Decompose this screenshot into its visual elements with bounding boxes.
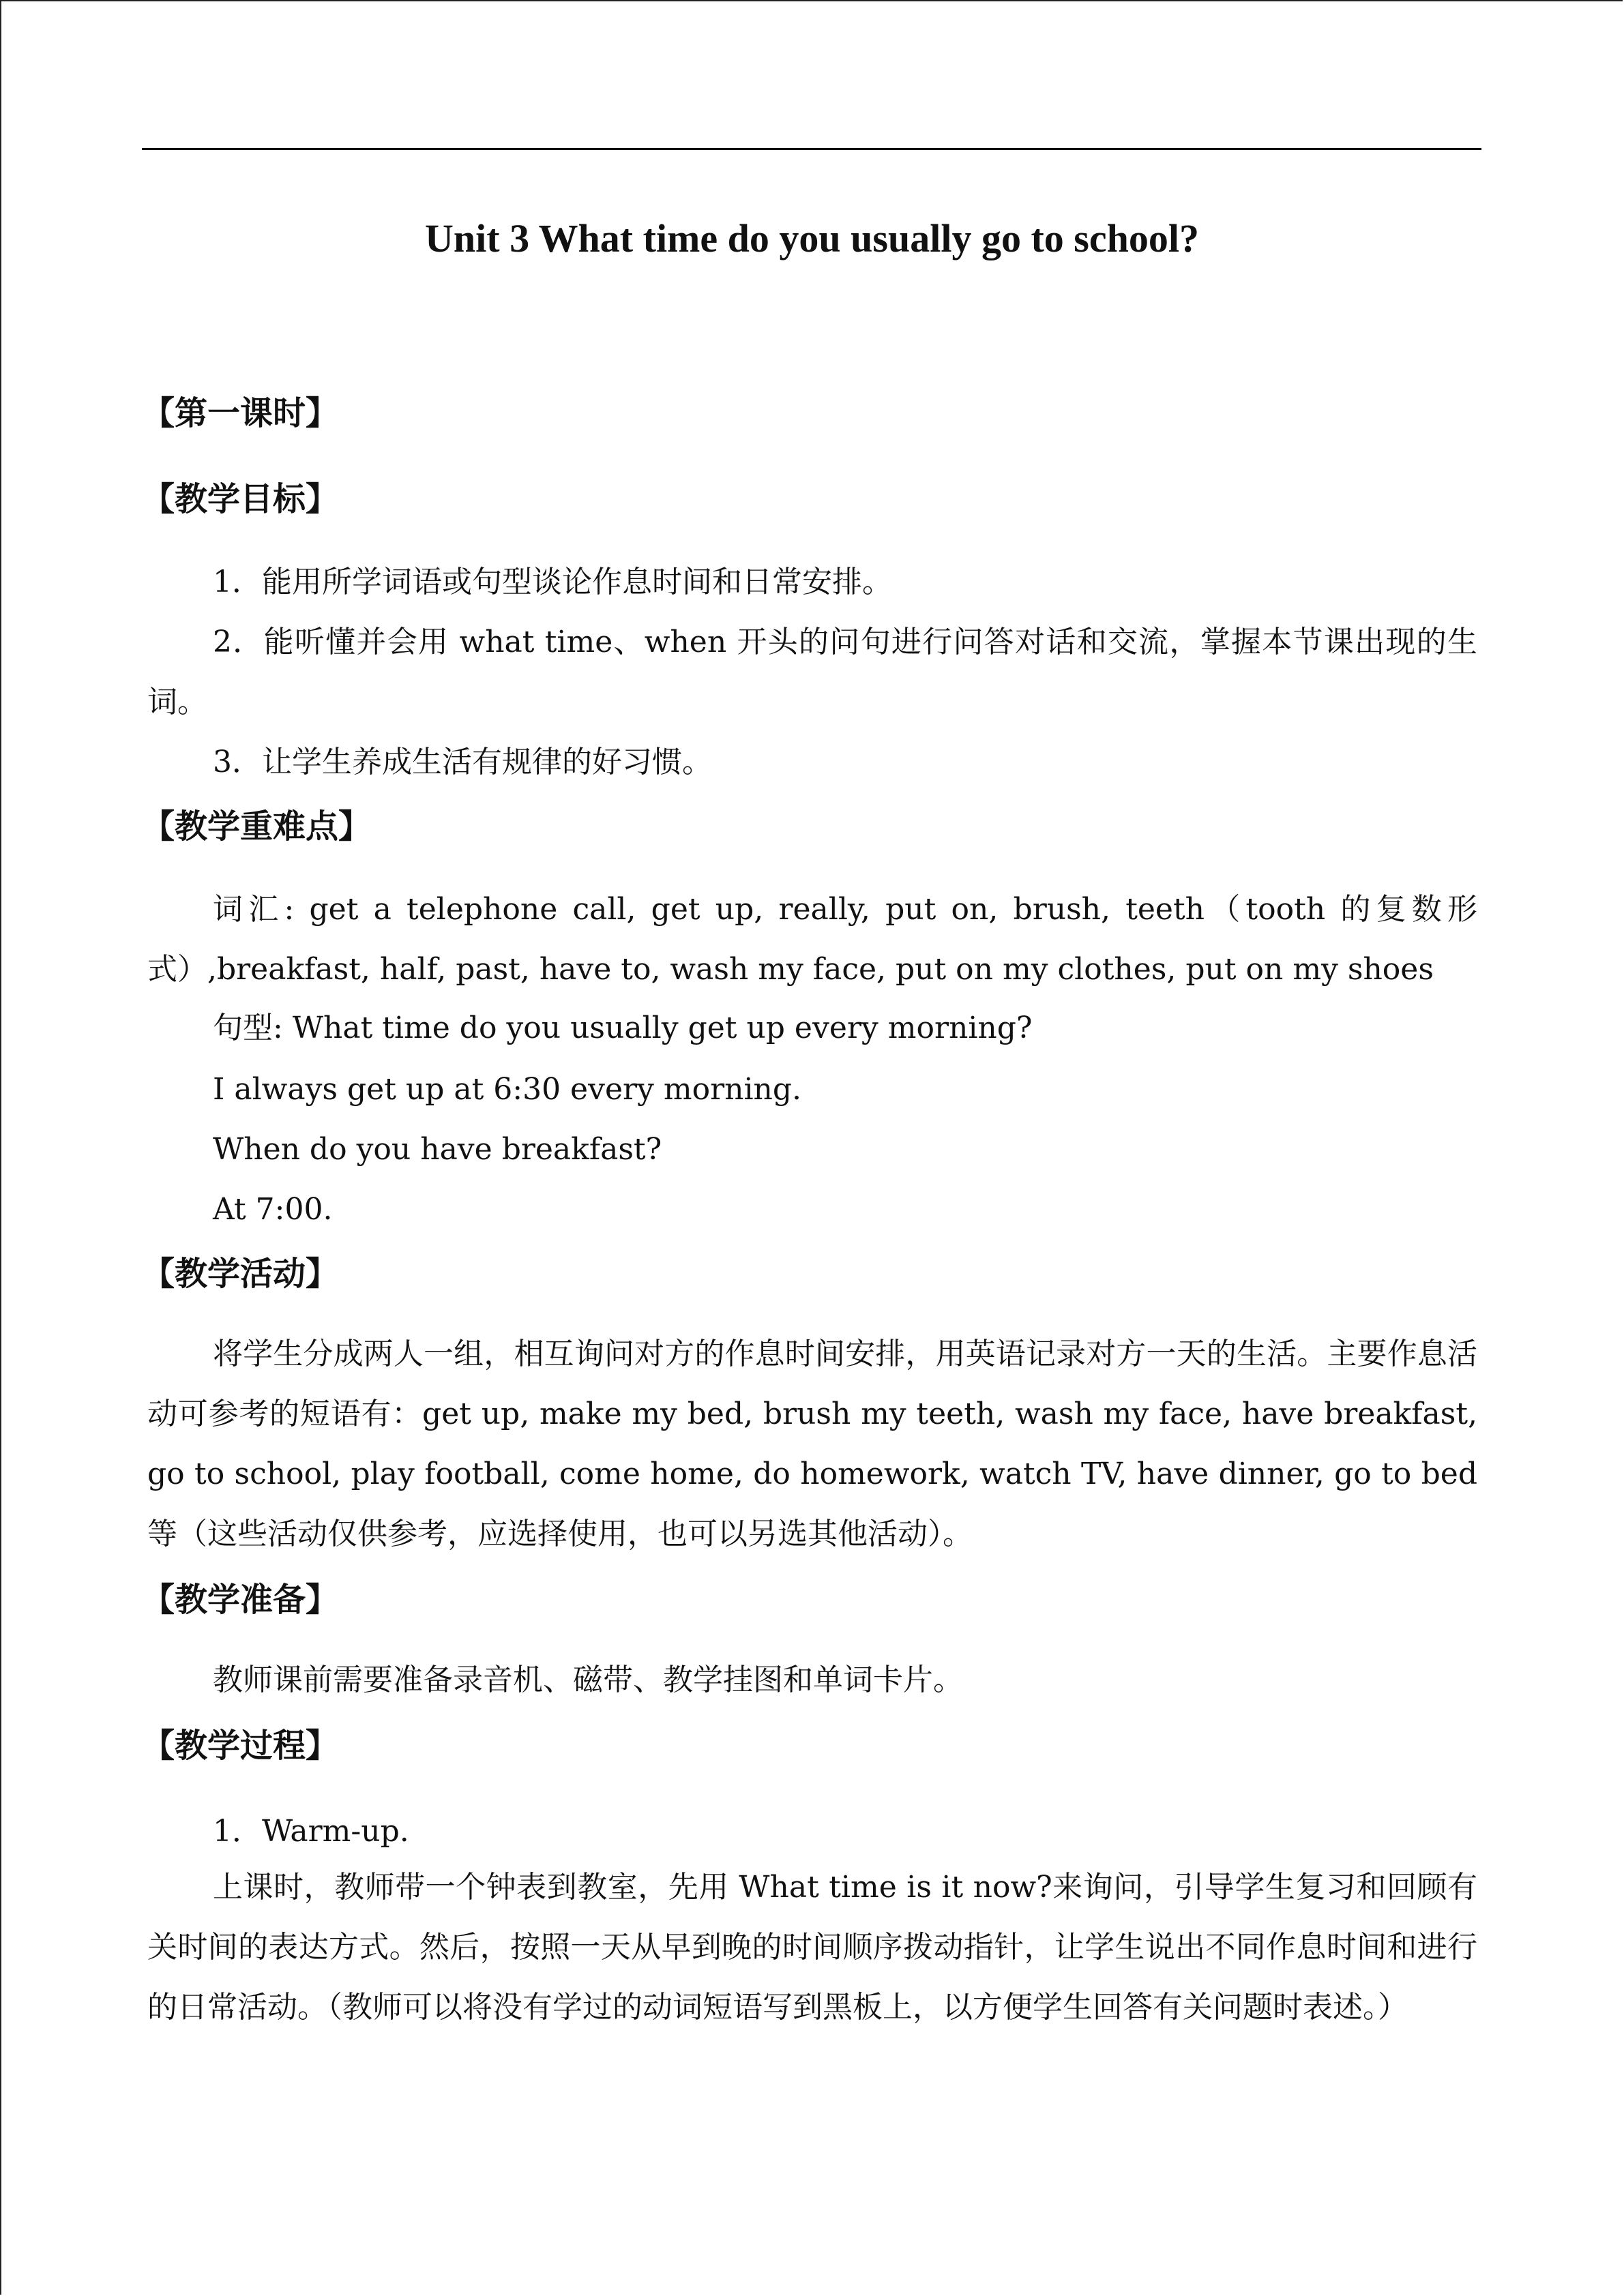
sentence-pattern-line-1: 句型: What time do you usually get up every morning? — [213, 1011, 1033, 1045]
preparation-heading: 【教学准备】 — [142, 1581, 339, 1619]
objectives-heading: 【教学目标】 — [142, 480, 339, 518]
header-rule — [142, 148, 1481, 150]
objective-item-3: 3．让学生养成生活有规律的好习惯。 — [213, 745, 712, 779]
key-points-heading: 【教学重难点】 — [142, 807, 372, 846]
lesson-label: 【第一课时】 — [142, 394, 339, 432]
process-step-1-text: 上课时，教师带一个钟表到教室，先用 What time is it now?来询问，引导学生复习和回顾有关时间的表达方式。然后，按照一天从早到晚的时间顺序拨动指针，让学生说出不同作息时间和进行的日常活动。（教师可以将没有学过的动词短语写到黑板上，以方便学生回答有关问题时表述。） — [147, 1870, 1477, 2025]
activities-text: 将学生分成两人一组，相互询问对方的作息时间安排，用英语记录对方一天的生活。主要作息活动可参考的短语有：get up, make my bed, brush my teeth, wash my face, have breakfast, go to school, play football, come home, do homework, watch TV, have dinner, go to bed 等（这些活动仅供参考，应选择使用，也可以另选其他活动）。 — [147, 1337, 1477, 1551]
preparation-text: 教师课前需要准备录音机、磁带、教学挂图和单词卡片。 — [213, 1663, 963, 1697]
vocabulary-text: 词汇: get a telephone call, get up, really, put on, brush, teeth（tooth 的复数形式）,breakfast, half, past, have to, wash my face, put on my clothes, put on my shoes — [147, 892, 1477, 987]
objective-item-2: 2．能听懂并会用 what time、when 开头的问句进行问答对话和交流，掌握本节课出现的生词。 — [147, 625, 1477, 719]
sentence-pattern-line-2: I always get up at 6:30 every morning. — [213, 1072, 802, 1107]
activities-heading: 【教学活动】 — [142, 1255, 339, 1293]
process-heading: 【教学过程】 — [142, 1727, 339, 1765]
objective-item-1: 1．能用所学词语或句型谈论作息时间和日常安排。 — [213, 565, 892, 599]
sentence-pattern-line-3: When do you have breakfast? — [213, 1132, 662, 1167]
sentence-pattern-line-4: At 7:00. — [213, 1192, 333, 1227]
process-step-1-title: 1．Warm-up. — [213, 1814, 409, 1849]
document-title: Unit 3 What time do you usually go to school? — [425, 216, 1199, 260]
